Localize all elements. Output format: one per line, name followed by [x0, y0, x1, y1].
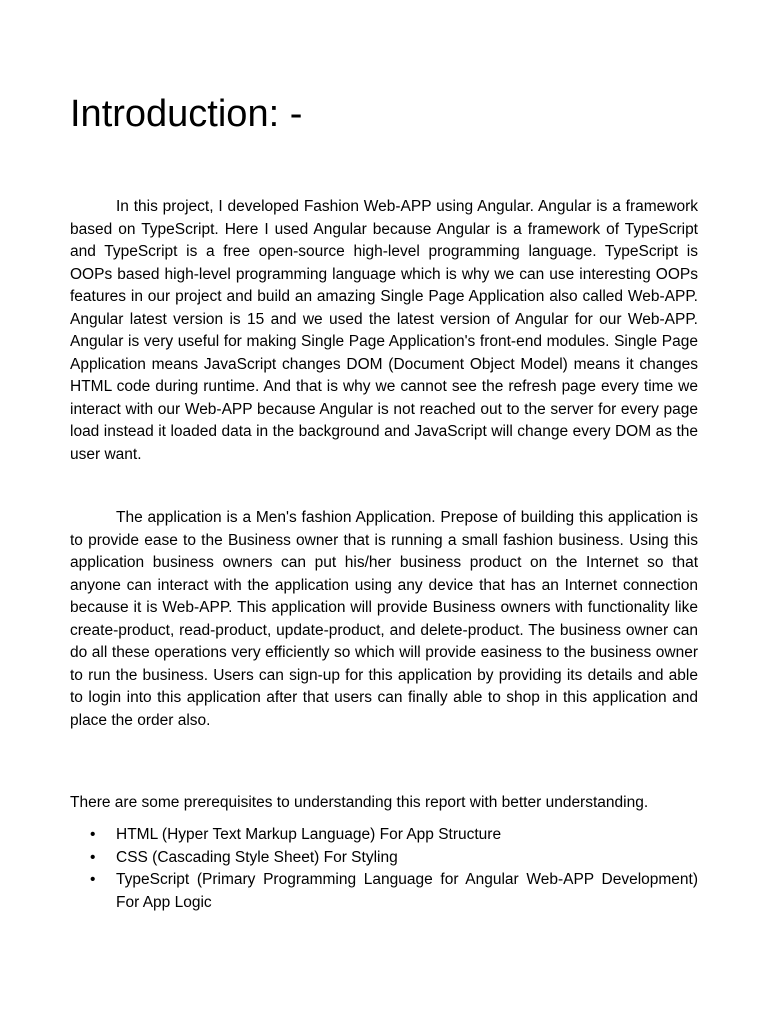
bullet-icon: •	[90, 826, 96, 843]
prerequisites-intro: There are some prerequisites to understanding this report with better understanding.	[70, 794, 649, 811]
bullet-icon: •	[90, 871, 96, 888]
bullet-icon: •	[90, 848, 96, 866]
prerequisites-list	[70, 824, 698, 914]
list-item-text: HTML (Hyper Text Markup Language) For App Structure	[116, 826, 502, 843]
list-item	[70, 824, 698, 847]
list-item	[70, 847, 698, 870]
list-item-text: TypeScript (Primary Programming Language for Angular Web-APP Development) For App Logic	[116, 871, 698, 911]
list-item	[70, 869, 698, 914]
page-title: Introduction: -	[70, 93, 303, 135]
intro-paragraph-angular: In this project, I developed Fashion Web-APP using Angular. Angular is a framework based on TypeScript. Here I used Angular because Angular is a framework of TypeScript and TypeScript is a free open-source high-level programming language. TypeScript is OOPs based high-level programming language which is why we can use interesting OOPs features in our project and build an amazing Single Page Application also called Web-APP. Angular latest version is 15 and we used the latest version of Angular for our Web-APP. Angular is very useful for making Single Page Application's front-end modules. Single Page Application means JavaScript changes DOM (Document Object Model) means it changes HTML code during runtime. And that is why we cannot see the refresh page every time we interact with our Web-APP because Angular is not reached out to the server for every page load instead it loaded data in the background and JavaScript will change every DOM as the user want.	[70, 198, 698, 463]
intro-paragraph-application: The application is a Men's fashion Application. Prepose of building this application is to provide ease to the Business owner that is running a small fashion business. Using this application business owners can put his/her business product on the Internet so that anyone can interact with the application using any device that has an Internet connection because it is Web-APP. This application will provide Business owners with functionality like create-product, read-product, update-product, and delete-product. The business owner can do all these operations very efficiently so which will provide easiness to the business owner to run the business. Users can sign-up for this application by providing its details and able to login into this application after that users can finally able to shop in this application and place the order also.	[70, 509, 698, 729]
list-item-text: CSS (Cascading Style Sheet) For Styling	[116, 848, 398, 866]
